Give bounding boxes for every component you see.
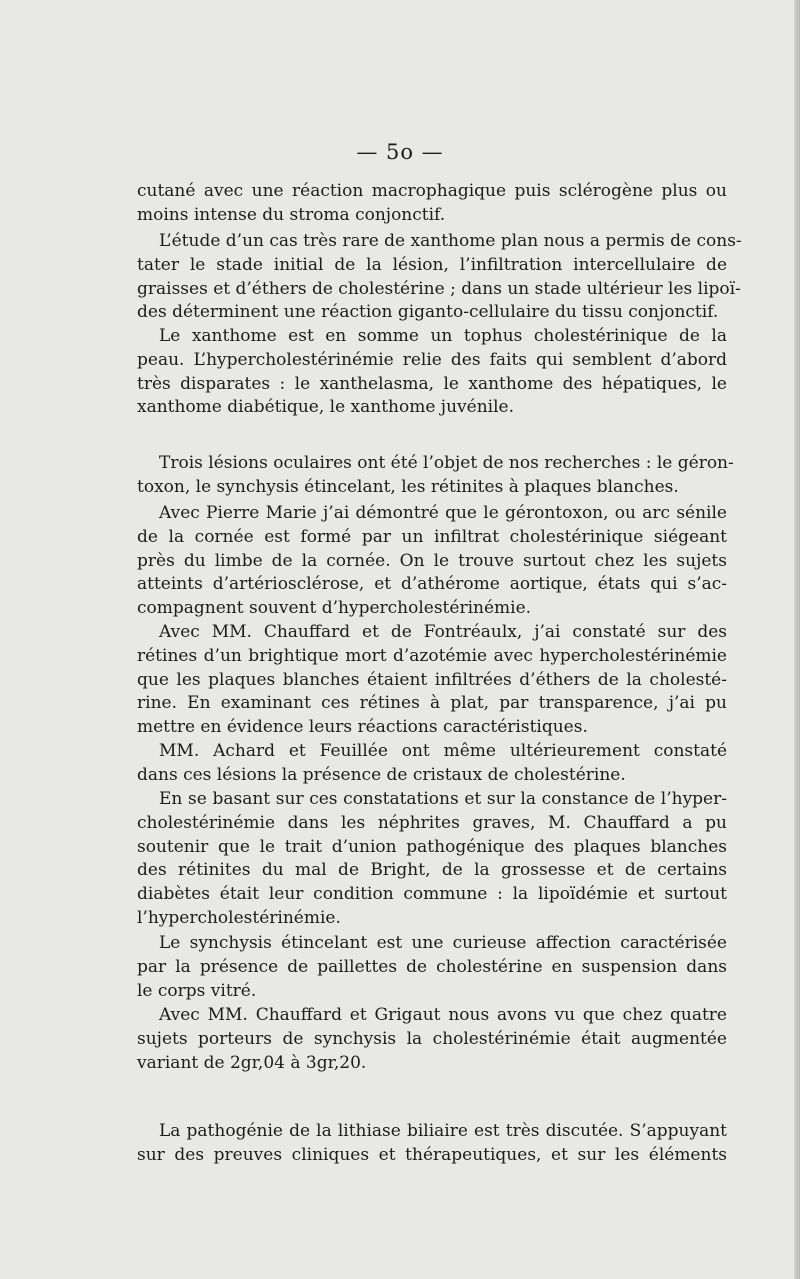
text-line: dans ces lésions la présence de cristaux de cholestérine. <box>137 764 626 785</box>
text-line: compagnent souvent d’hypercholestérinémie. <box>137 598 532 619</box>
text-line: cholestérinémie dans les néphrites graves, M. Chauffard a pu <box>137 812 727 833</box>
text-line: MM. Achard et Feuillée ont même ultérieurement constaté <box>159 741 727 761</box>
text-line: très disparates : le xanthelasma, le xanthome des hépatiques, le <box>137 373 727 394</box>
text-line: Avec MM. Chauffard et de Fontréaulx, j’ai constaté sur des <box>159 622 727 642</box>
text-line: atteints d’artériosclérose, et d’athérome aortique, états qui s’ac- <box>137 574 727 595</box>
text-line: toxon, le synchysis étincelant, les rétinites à plaques blanches. <box>137 476 679 497</box>
text-line: que les plaques blanches étaient infiltrées d’éthers de la cholesté- <box>137 669 727 690</box>
text-line: Avec MM. Chauffard et Grigaut nous avons vu que chez quatre <box>159 1005 727 1025</box>
paragraph-11 <box>137 1120 727 1168</box>
text-line: graisses et d’éthers de cholestérine ; dans un stade ultérieur les lipoï- <box>137 278 741 299</box>
text-line: des déterminent une réaction giganto-cellulaire du tissu conjonctif. <box>137 302 719 323</box>
text-line: de la cornée est formé par un infiltrat cholestérinique siégeant <box>137 526 727 547</box>
text-line: En se basant sur ces constatations et sur la constance de l’hyper- <box>159 789 727 809</box>
text-line: par la présence de paillettes de cholestérine en suspension dans <box>137 956 727 977</box>
paragraph-8 <box>137 788 727 931</box>
text-line: Trois lésions oculaires ont été l’objet de nos recherches : le géron- <box>159 453 734 473</box>
paragraph-1 <box>137 180 727 228</box>
text-line: La pathogénie de la lithiase biliaire est très discutée. S’appuyant <box>159 1121 727 1141</box>
text-line: l’hypercholestérinémie. <box>137 907 341 928</box>
text-line: tater le stade initial de la lésion, l’infiltration intercellulaire de <box>137 254 727 275</box>
text-line: des rétinites du mal de Bright, de la grossesse et de certains <box>137 860 727 881</box>
text-line: diabètes était leur condition commune : la lipoïdémie et surtout <box>137 884 727 905</box>
paragraph-7 <box>137 740 727 788</box>
text-line: sur des preuves cliniques et thérapeutiques, et sur les éléments <box>137 1144 727 1165</box>
paragraph-4 <box>137 452 734 500</box>
text-line: Le xanthome est en somme un tophus cholestérinique de la <box>159 326 727 346</box>
page-edge-shadow <box>794 0 800 1279</box>
text-line: rine. En examinant ces rétines à plat, par transparence, j’ai pu <box>137 693 727 714</box>
text-line: rétines d’un brightique mort d’azotémie avec hypercholestérinémie <box>137 645 727 666</box>
text-line: L’étude d’un cas très rare de xanthome plan nous a permis de cons- <box>159 231 742 251</box>
text-line: cutané avec une réaction macrophagique puis sclérogène plus ou <box>137 181 727 201</box>
paragraph-5 <box>137 502 727 621</box>
paragraph-2 <box>137 230 742 325</box>
paragraph-6 <box>137 621 727 740</box>
text-line: moins intense du stroma conjonctif. <box>137 204 446 225</box>
text-line: variant de 2gr,04 à 3gr,20. <box>137 1052 367 1073</box>
page-number: — 5o — <box>356 140 444 164</box>
paragraph-3 <box>137 325 727 420</box>
text-line: le corps vitré. <box>137 980 257 1001</box>
text-line: près du limbe de la cornée. On le trouve surtout chez les sujets <box>137 550 727 571</box>
paragraph-9 <box>137 932 727 1003</box>
text-line: mettre en évidence leurs réactions caractéristiques. <box>137 717 588 738</box>
text-line: xanthome diabétique, le xanthome juvénile. <box>137 397 514 418</box>
text-line: sujets porteurs de synchysis la cholestérinémie était augmentée <box>137 1028 727 1049</box>
text-line: Avec Pierre Marie j’ai démontré que le gérontoxon, ou arc sénile <box>159 503 727 523</box>
text-line: Le synchysis étincelant est une curieuse affection caractérisée <box>159 933 727 953</box>
text-line: soutenir que le trait d’union pathogénique des plaques blanches <box>137 836 727 857</box>
paragraph-10 <box>137 1004 727 1075</box>
text-line: peau. L’hypercholestérinémie relie des faits qui semblent d’abord <box>137 349 727 370</box>
